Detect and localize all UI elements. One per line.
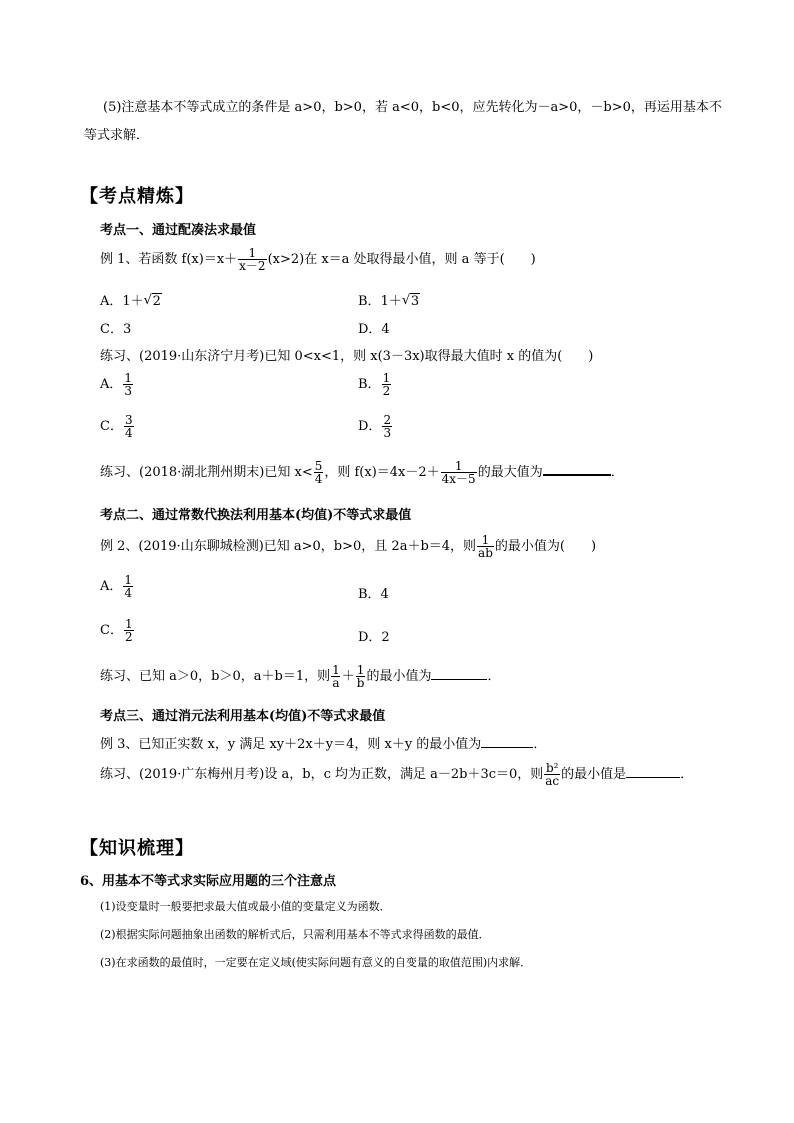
example-2-option-b: B．4 [358,587,389,602]
practice-3-post: 的最小值为 [366,669,432,684]
practice-2-fraction-1 [314,460,324,485]
practice-1-stem: 练习、(2019·山东济宁月考)已知 0<x<1，则 x(3－3x)取得最大值时 x 的值为( ) [100,349,594,364]
fraction-numerator: 1 [454,459,463,473]
example-1-post: (x>2)在 x＝a 处取得最小值，则 a 等于( ) [267,252,536,267]
fraction-numerator: 1 [248,246,257,260]
example-1-option-b [358,290,420,309]
option-c-label: C． [100,623,123,638]
fraction-numerator: 1 [124,371,133,385]
practice-4-fraction [544,762,560,787]
plus-sign: ＋ [341,669,355,684]
option-b-fraction [382,372,392,397]
example-1-stem [100,247,536,272]
example-3-text: 例 3、已知正实数 x，y 满足 xy＋2x＋y＝4，则 x＋y 的最小值为 [100,737,482,752]
option-c-label: C． [100,419,123,434]
option-a-label: A． [100,294,123,309]
fraction-denominator: 2 [382,384,391,398]
fraction-denominator: x－2 [239,259,266,273]
fraction-denominator: ab [478,546,493,560]
intro-line-2: 等式求解． [84,128,150,143]
fraction-numerator: b² [545,761,559,775]
fraction-denominator: a [332,676,340,690]
example-1-option-c: C．3 [100,322,132,337]
practice-1-option-a [100,372,134,397]
sqrt-symbol: √ 3 [401,293,420,309]
example-1-option-d: D．4 [358,322,390,337]
example-2-stem [100,534,596,559]
fraction-denominator: 3 [383,426,392,440]
kaodian-1-title: 考点一、通过配凑法求最值 [100,223,257,238]
fraction-numerator: 1 [124,573,133,587]
option-d-label: D． [358,419,382,434]
option-a-label: A． [100,579,123,594]
practice-2-pre: 练习、(2018·湖北荆州期末)已知 x< [100,465,313,480]
example-1-pre: 例 1、若函数 f(x)＝x＋ [100,252,238,267]
answer-blank[interactable] [431,678,487,680]
knowledge-6-title: 6、用基本不等式求实际应用题的三个注意点 [80,874,337,889]
option-b-label: B． [358,377,381,392]
kaodian-3-title: 考点三、通过消元法利用基本(均值)不等式求最值 [100,709,386,724]
practice-4-end: ． [680,767,694,782]
practice-2-end: ． [610,465,624,480]
fraction-denominator: 2 [124,630,133,644]
fraction-denominator: b [356,676,365,690]
practice-2-mid: ，则 f(x)＝4x－2＋ [324,465,440,480]
fraction-numerator: 1 [356,663,365,677]
fraction-numerator: 1 [382,371,391,385]
fraction-numerator: 1 [124,617,133,631]
example-1-option-a [100,290,162,309]
option-a-label: A． [100,377,123,392]
sqrt-symbol: √ 2 [143,293,161,309]
option-b-radicand: 3 [410,294,420,309]
fraction-denominator: 4 [314,472,323,486]
practice-1-option-d [358,414,393,439]
fraction-denominator: 3 [124,384,133,398]
option-c-fraction [124,414,134,439]
fraction-denominator: 4 [124,586,133,600]
fraction-numerator: 1 [481,533,490,547]
knowledge-6-point-1: (1)设变量时一般要把求最大值或最小值的变量定义为函数． [100,900,391,913]
practice-1-option-c [100,414,135,439]
answer-blank[interactable] [543,473,611,476]
example-2-fraction [477,534,494,559]
option-a-radicand: 2 [152,294,161,309]
kaodian-2-title: 考点二、通过常数代换法利用基本(均值)不等式求最值 [100,508,412,523]
section-heading-zhishi: 【知识梳理】 [80,838,194,859]
practice-4-stem [100,762,693,787]
practice-3-pre: 练习、已知 a＞0，b＞0，a＋b＝1，则 [100,669,331,684]
practice-3-fraction-2 [356,664,366,689]
practice-3-fraction-1 [331,664,341,689]
fraction-denominator: 4 [124,426,133,440]
practice-4-pre: 练习、(2019·广东梅州月考)设 a，b，c 均为正数，满足 a－2b＋3c＝0，则 [100,767,544,782]
example-2-post: 的最小值为( ) [494,539,597,554]
example-3-end: ． [533,737,547,752]
practice-3-end: ． [487,669,501,684]
example-2-option-d: D．2 [358,630,390,645]
example-3-stem [100,733,546,752]
fraction-numerator: 1 [332,663,340,677]
option-c-fraction [124,618,134,643]
practice-2-fraction-2 [441,460,477,485]
intro-line-1: (5)注意基本不等式成立的条件是 a>0，b>0，若 a<0，b<0，应先转化为－a>0，－b>0，再运用基本不 [103,100,722,115]
option-a-fraction [123,372,133,397]
fraction-denominator: 4x－5 [441,472,476,486]
option-b-prefix: 1＋ [380,294,402,309]
practice-4-post: 的最小值是 [561,767,627,782]
fraction-numerator: 5 [314,459,323,473]
answer-blank[interactable] [626,776,680,778]
example-1-fraction [238,247,266,272]
practice-1-option-b [358,372,392,397]
fraction-denominator: ac [545,774,560,788]
example-2-option-a [100,574,134,599]
practice-2-post: 的最大值为 [477,465,543,480]
section-heading-kaodian: 【考点精炼】 [80,186,194,207]
practice-3-stem [100,664,500,689]
fraction-numerator: 3 [124,413,133,427]
knowledge-6-point-2: (2)根据实际问题抽象出函数的解析式后，只需利用基本不等式求得函数的最值． [100,928,490,941]
option-a-prefix: 1＋ [122,294,144,309]
option-d-fraction [382,414,392,439]
example-2-pre: 例 2、(2019·山东聊城检测)已知 a>0，b>0，且 2a＋b＝4，则 [100,539,477,554]
answer-blank[interactable] [481,746,533,748]
option-a-fraction [123,574,133,599]
option-b-label: B． [358,294,381,309]
fraction-numerator: 2 [383,413,392,427]
knowledge-6-point-3: (3)在求函数的最值时，一定要在定义域(使实际问题有意义的自变量的取值范围)内求解． [100,956,532,969]
example-2-option-c [100,618,135,643]
practice-2-stem [100,460,624,485]
